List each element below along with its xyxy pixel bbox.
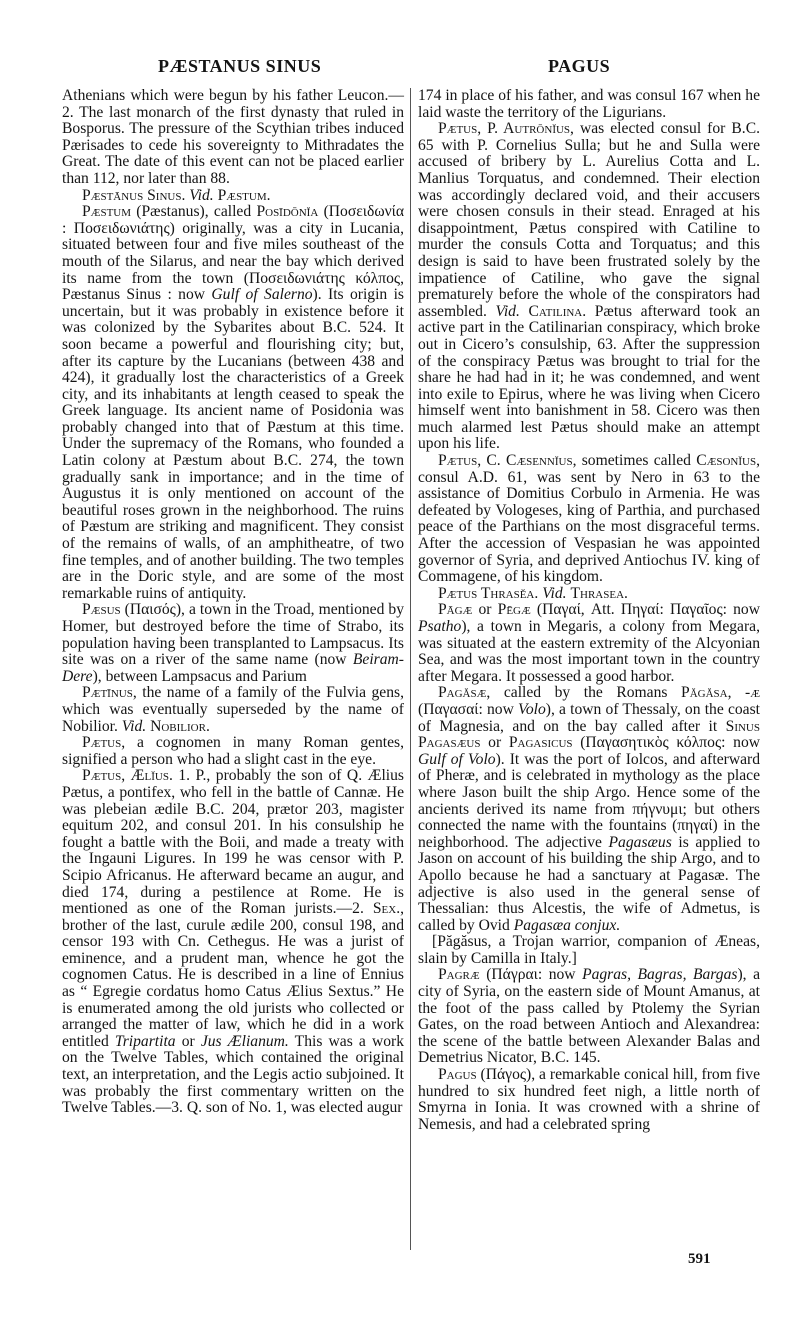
small-caps-text: Păgăsa, -æ bbox=[681, 684, 760, 702]
entry-text: , consul A.D. 61, was sent by Nero in 63 to the assistance of Domitius Corbulo in Armenia. He was defeated by Vologeses, king of Parthia, and purchased peace of the Parthians on the most disgraceful terms. After the accession of Vespasian he was appointed governor of Syria, and deprived Antiochus IV. king of Commagene, of his kingdom. bbox=[418, 452, 761, 586]
entry-text: (Παγαί, Att. Πηγαί: Παγαῖος: now bbox=[530, 601, 760, 619]
italic-text: Pagasæa conjux. bbox=[513, 916, 621, 934]
dictionary-entry bbox=[62, 735, 404, 768]
small-caps-text: Nobilior. bbox=[150, 717, 210, 735]
small-caps-text: Sex. bbox=[372, 900, 401, 918]
entry-text: or bbox=[175, 1032, 201, 1050]
italic-text: Vid. bbox=[121, 717, 147, 735]
entry-text: is applied to Jason on account of his building the ship Argo, and to Apollo because he had a sanctuary at Pagasæ. The adjective is also used in the general sense of Thessalian: thus Alcestis, the wife of Admetus, is called by Ovid bbox=[418, 833, 760, 934]
entry-headword: Pāgæ bbox=[438, 601, 473, 619]
dictionary-entry bbox=[418, 967, 760, 1067]
italic-text: Vid. bbox=[189, 186, 214, 204]
entry-text: Pætus afterward took an active part in the Catilinarian conspiracy, which broke out in Cicero’s consulship, 63. After the suppression of the conspiracy Pætus was brought to trial for the share he had had in it; he was condemned, and went into exile to Epirus, where he was living when Cicero himself went into banishment in 58. Cicero was then much alarmed lest Pætus should make an attempt upon his life. bbox=[418, 302, 760, 453]
italic-text: Vid. bbox=[495, 302, 520, 320]
entry-headword: Pætus, P. Autrōnĭus, bbox=[438, 120, 574, 138]
small-caps-text: Thrasea. bbox=[570, 584, 628, 602]
dictionary-entry bbox=[62, 768, 404, 1116]
dictionary-entry bbox=[418, 453, 760, 586]
entry-text: ), between Lampsacus and Parium bbox=[92, 667, 307, 685]
italic-text: Pagras, Bagras, Bargas bbox=[582, 966, 738, 984]
dictionary-entry bbox=[418, 685, 760, 934]
italic-text: Tripartita bbox=[114, 1032, 176, 1050]
italic-text: Jus Ælianum. bbox=[200, 1032, 289, 1050]
column-divider bbox=[410, 88, 411, 1250]
italic-text: Vid. bbox=[542, 584, 567, 602]
small-caps-text: Pagasicus bbox=[508, 734, 573, 752]
entry-text: 1. P., probably the son of Q. Ælius Pætus, a pontifex, who fell in the battle of Cannæ. He was plebeian ædile B.C. 204, prætor 203, magister equitum 202, and consul 201. In his consulship he fought a battle with the Boii, and made a treaty with the Ingauni Ligures. In 199 he was censor with P. Scipio Africanus. He afterward became an augur, and died 174, during a pestilence at Rome. He is mentioned as one of the Roman jurists.—2. bbox=[62, 767, 404, 918]
entry-text: (Ποσειδωνία : Ποσειδωνιάτης) originally, was a city in Lucania, situated between four and five miles southeast of the mouth of the Silarus, and near the bay which derived its name from the town (Ποσειδωνιάτης κόλπος, Pæstanus Sinus : now bbox=[62, 203, 405, 304]
entry-headword: Pætus, C. Cæsennĭus, bbox=[438, 452, 577, 470]
entry-text: (Pæstanus), called bbox=[131, 203, 257, 221]
italic-text: Pagasæus bbox=[608, 833, 672, 851]
running-head-left: PÆSTANUS SINUS bbox=[158, 56, 322, 76]
dictionary-entry bbox=[62, 602, 404, 685]
entry-text: (Παγασαί: now bbox=[418, 700, 519, 718]
dictionary-entry bbox=[418, 586, 760, 603]
entry-headword: Pagus bbox=[438, 1066, 477, 1084]
entry-text: a cognomen in many Roman gentes, signified a person who had a slight cast in the eye. bbox=[62, 734, 404, 768]
italic-text: Volo bbox=[518, 700, 546, 718]
entry-text: (Παγασητικὸς κόλπος: now bbox=[572, 734, 760, 752]
entry-text: called by the Romans bbox=[490, 684, 682, 702]
entry-text: 174 in place of his father, and was consul 167 when he laid waste the territory of the Ligurians. bbox=[418, 87, 760, 121]
continued-text bbox=[62, 88, 404, 188]
small-caps-text: Catilina. bbox=[528, 302, 587, 320]
small-caps-text: Cæsonĭus bbox=[696, 452, 757, 470]
entry-text: (Πάγος), a remarkable conical hill, from five hundred to six hundred feet nigh, a little north of Smyrna in Ionia. It was crowned with a shrine of Nemesis, and had a celebrated spring bbox=[418, 1066, 760, 1133]
italic-text: Gulf of Salerno bbox=[211, 286, 313, 304]
italic-text: Gulf of Volo bbox=[418, 750, 496, 768]
entry-text: or bbox=[480, 734, 509, 752]
entry-headword: Pætīnus, bbox=[82, 684, 137, 702]
left-column bbox=[62, 88, 404, 1117]
entry-text: ). It was the port of Iolcos, and afterward of Pheræ, and is celebrated in mythology as the place where Jason built the ship Argo. Hence some of the ancients derived its name from πήγνυμι; but others connected the name with the fountains (πηγαί) in the neighborhood. The adjective bbox=[418, 750, 760, 851]
entry-text: or bbox=[472, 601, 498, 619]
entry-text: the name of a family of the Fulvia gens, which was eventually superseded by the name of Nobilior. bbox=[62, 684, 404, 735]
right-column bbox=[418, 88, 760, 1133]
entry-text: ), a town in Megaris, a colony from Megara, was situated at the eastern extremity of the Alcyonian Sea, and was the most important town in the country after Megara. It possessed a good harbor. bbox=[418, 618, 760, 685]
dictionary-entry bbox=[62, 188, 404, 205]
dictionary-entry bbox=[418, 602, 760, 685]
entry-headword: Pætus, bbox=[82, 734, 126, 752]
dictionary-entry bbox=[418, 121, 760, 453]
small-caps-text: Pēgæ bbox=[497, 601, 531, 619]
entry-headword: Pæstānus Sinus. bbox=[82, 186, 186, 204]
entry-text: Athenians which were begun by his father Leucon.—2. The last monarch of the first dynasty that ruled in Bosporus. The pressure of the Scythian tribes induced Pærisades to cede his sovereignty to Mithradates the Great. The date of this event can not be placed earlier than 112, nor later than 88. bbox=[62, 87, 404, 187]
small-caps-text: Sinus Pagasæus bbox=[418, 717, 760, 752]
entry-text: was elected consul for B.C. 65 with P. Cornelius Sulla; but he and Sulla were accused of bribery by L. Aurelius Cotta and L. Manlius Torquatus, and condemned. Their election was accordingly declared void, and their accusers were chosen consuls in their stead. Enraged at his disappointment, Pætus conspired with Catiline to murder the consuls Cotta and Torquatus; and this design is said to have been frustrated solely by the impatience of Catiline, who gave the signal prematurely before the whole of the conspirators had assembled. bbox=[418, 120, 760, 320]
dictionary-entry bbox=[62, 204, 404, 602]
entry-text: (Παισός), a town in the Troad, mentioned by Homer, but destroyed before the time of Strabo, its population having been transplanted to Lampsacus. Its site was on a river of the same name (now bbox=[62, 601, 404, 669]
page-number: 591 bbox=[688, 1251, 711, 1267]
entry-headword: Pætus, Ælĭus. bbox=[82, 767, 173, 785]
italic-text: Psatho bbox=[418, 618, 462, 635]
page-header bbox=[0, 56, 800, 82]
entry-headword: Pagræ bbox=[438, 966, 480, 984]
italic-text: Beiram-Dere bbox=[62, 651, 404, 685]
entry-headword: Pæstum bbox=[82, 203, 132, 221]
entry-text: [Păgăsus, a Trojan warrior, companion of Æneas, slain by Camilla in Italy.] bbox=[418, 933, 760, 967]
entry-headword: Pæsus bbox=[82, 601, 121, 619]
entry-text: ), a town of Thessaly, on the coast of Magnesia, and on the bay called after it bbox=[418, 700, 760, 735]
entry-headword: Pætus Thrasĕa. bbox=[438, 584, 539, 602]
dictionary-entry bbox=[62, 685, 404, 735]
small-caps-text: Pæstum. bbox=[217, 186, 271, 204]
continued-text bbox=[418, 88, 760, 121]
entry-headword: Pagăsæ, bbox=[438, 684, 491, 702]
running-head-right: PAGUS bbox=[548, 56, 611, 76]
small-caps-text: Posīdōnĭa bbox=[256, 203, 319, 221]
entry-text: ), a city of Syria, on the eastern side of Mount Amanus, at the foot of the pass called by Ptolemy the Syrian Gates, on the road between Antioch and Alexandrea: the scene of the battle between Alexander Balas and Demetrius Nicator, B.C. 145. bbox=[418, 966, 760, 1067]
entry-text: (Πάγραι: now bbox=[479, 966, 583, 984]
entry-text: , brother of the last, curule ædile 200, consul 198, and censor 193 with Cn. Cethegus. He was a jurist of eminence, and a prudent man, whence he got the cognomen Catus. He is described in a line of Ennius as “ Egregie cordatus homo Catus Ælius Sextus.” He is enumerated among the old jurists who collected or arranged the matter of law, which he did in a work entitled bbox=[62, 900, 404, 1050]
entry-text: ). Its origin is uncertain, but it was probably in existence before it was colonized by the Sybarites about B.C. 524. It soon became a powerful and flourishing city; but, after its capture by the Lucanians (between 438 and 424), it gradually lost the characteristics of a Greek city, and its inhabitants at length ceased to speak the Greek language. Its ancient name of Posidonia was probably changed into that of Pæstum at this time. Under the supremacy of the Romans, who founded a Latin colony at Pæstum about B.C. 274, the town gradually sank in importance; and in the time of Augustus it is only mentioned on account of the beautiful roses grown in the neighborhood. The ruins of Pæstum are striking and magnificent. They consist of the remains of walls, of an amphitheatre, of two fine temples, and of another building. The two temples are in the Doric style, and are some of the most remarkable ruins of antiquity. bbox=[62, 286, 405, 602]
entry-text: This was a work on the Twelve Tables, which contained the original text, an interpretation, and the Legis actio subjoined. It was probably the first commentary written on the Twelve Tables.—3. Q. son of No. 1, was elected augur bbox=[62, 1032, 404, 1117]
entry-text: sometimes called bbox=[576, 452, 697, 470]
dictionary-entry bbox=[418, 934, 760, 967]
dictionary-entry bbox=[418, 1067, 760, 1133]
